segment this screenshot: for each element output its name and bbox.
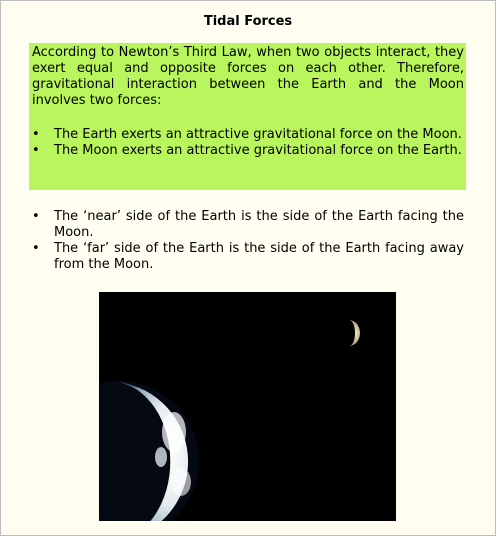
earth-moon-image [99,292,396,521]
bullet-far-side: • The ‘far’ side of the Earth is the side of the Earth facing away from the Moon. [32,241,464,273]
bullet-moon-force: • The Moon exerts an attractive gravitational force on the Earth. [32,143,464,159]
bullet-near-side: • The ‘near’ side of the Earth is the side of the Earth facing the Moon. [32,209,464,241]
earth-moon-photo [99,292,396,521]
side-definition-list [32,209,464,273]
highlighted-bullet-list [32,127,464,159]
bullet-earth-force: • The Earth exerts an attractive gravitational force on the Moon. [32,127,464,143]
intro-paragraph: According to Newton’s Third Law, when two objects interact, they exert equal and opposite forces on each other. Therefore, gravitational interaction between the Earth and the Moon involves two forces: [32,45,464,108]
page-title: Tidal Forces [203,14,293,29]
